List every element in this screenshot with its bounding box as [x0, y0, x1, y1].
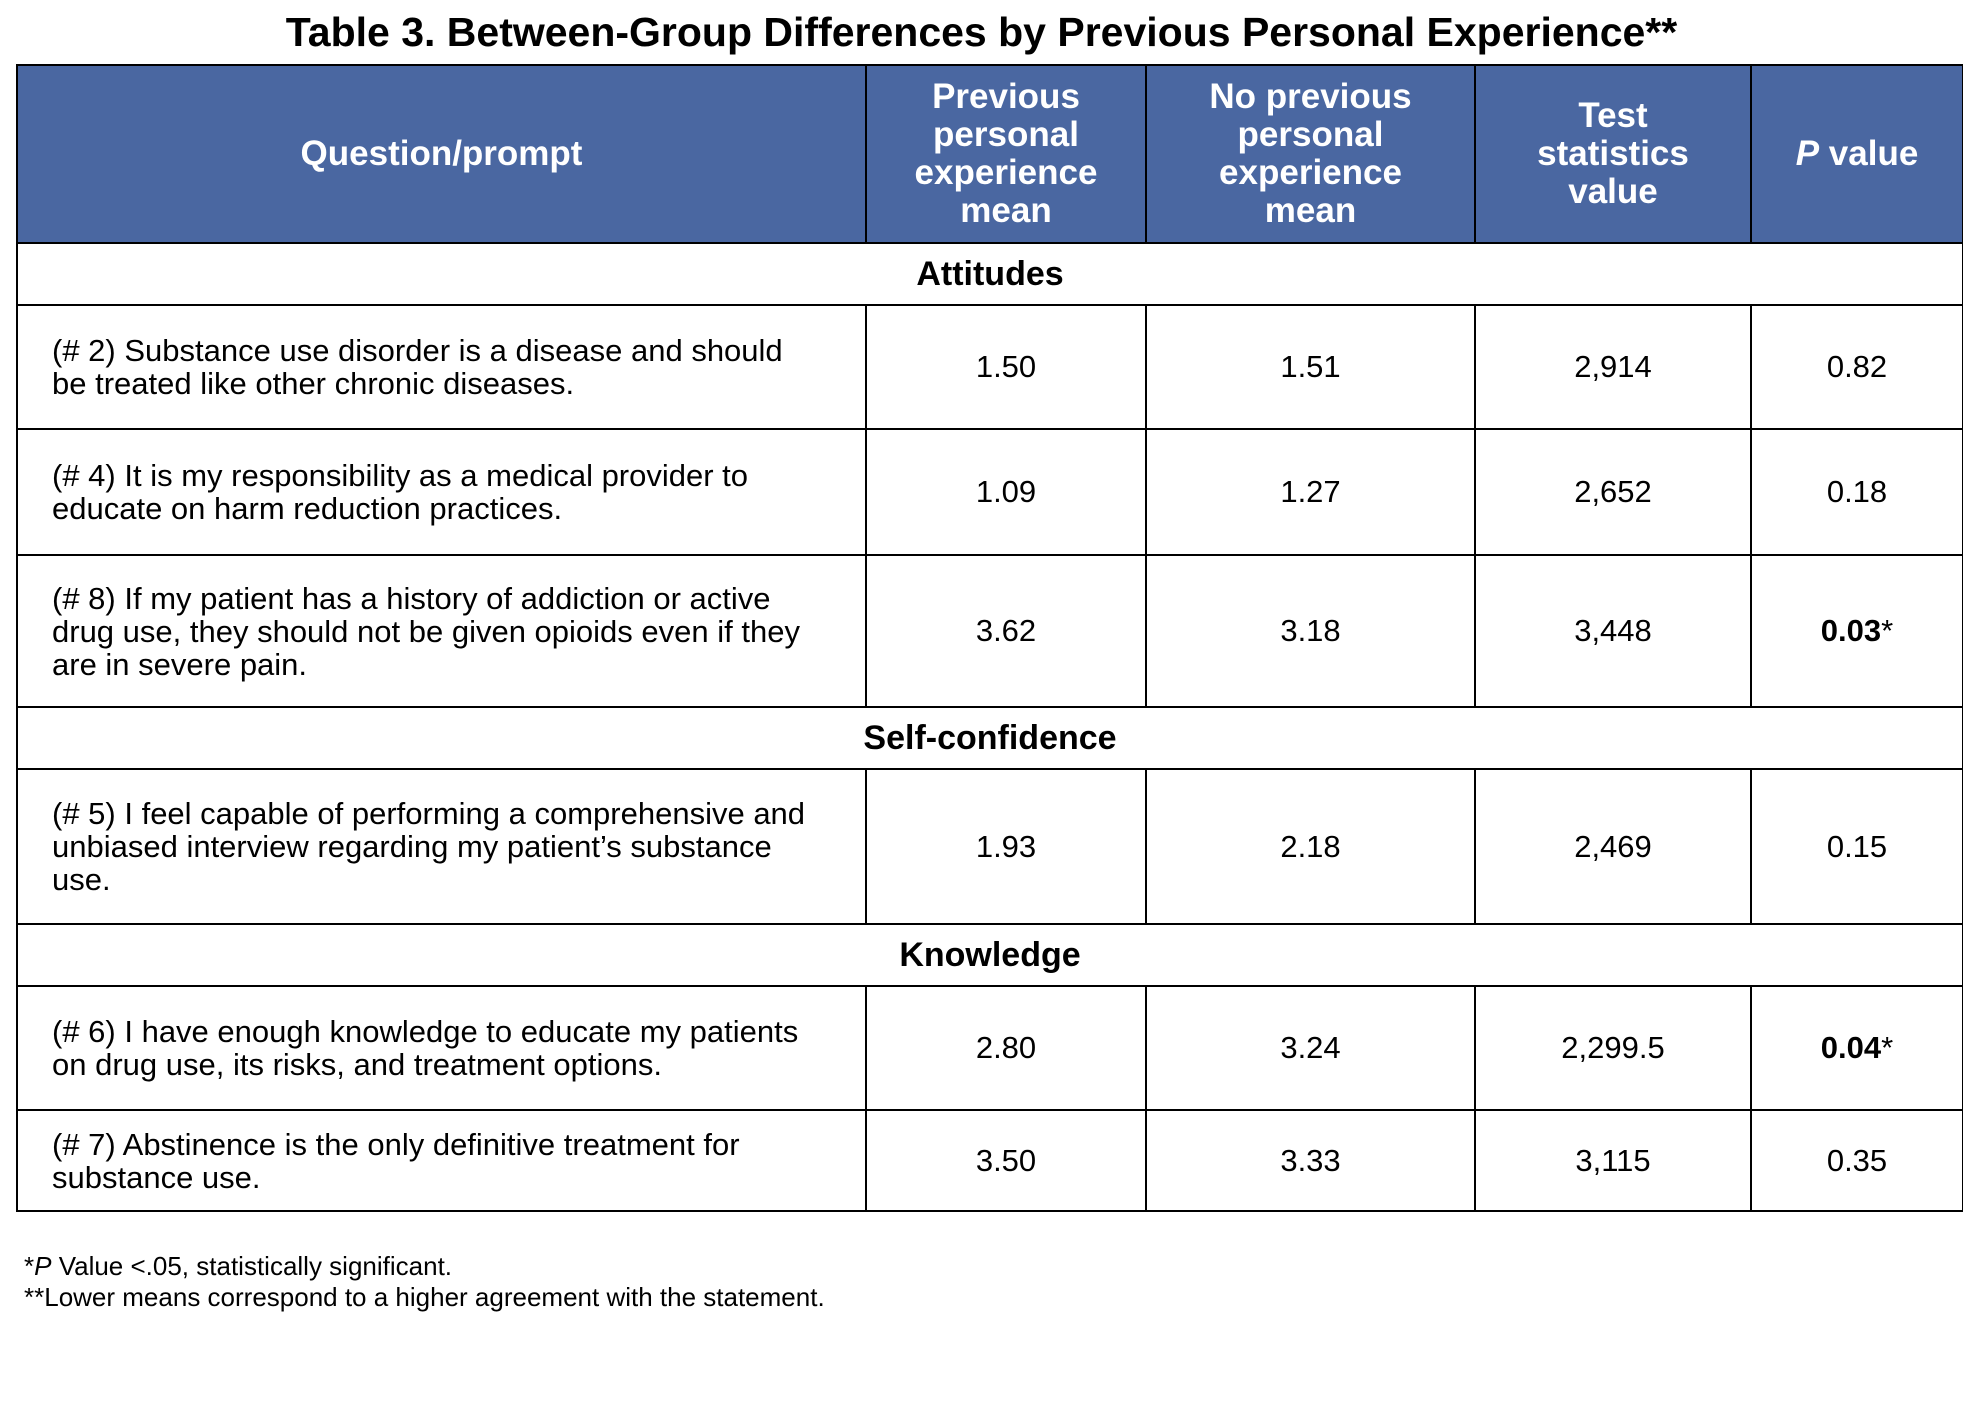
- table-row: [17, 769, 1963, 924]
- section-row-attitudes: [17, 243, 1963, 305]
- question-cell: (# 5) I feel capable of performing a comprehensive and unbiased interview regarding my patient’s substance use.: [17, 769, 866, 924]
- previous-mean-cell: 3.62: [866, 555, 1146, 707]
- test-statistic-cell: 2,652: [1475, 429, 1751, 555]
- significant-p-value: 0.03: [1820, 613, 1882, 648]
- header-previous-experience-mean: Previous personal experience mean: [866, 65, 1146, 243]
- header-test-statistics-value: Test statistics value: [1475, 65, 1751, 243]
- table-row: [17, 986, 1963, 1110]
- p-value-cell: 0.35: [1751, 1110, 1963, 1211]
- header-question: Question/prompt: [17, 65, 866, 243]
- section-row-knowledge: [17, 924, 1963, 986]
- question-cell: (# 8) If my patient has a history of addiction or active drug use, they should not be given opioids even if they are in severe pain.: [17, 555, 866, 707]
- previous-mean-cell: 1.50: [866, 305, 1146, 429]
- results-table: [16, 64, 1963, 1212]
- section-label: Self-confidence: [17, 707, 1963, 769]
- no-previous-mean-cell: 2.18: [1146, 769, 1475, 924]
- question-cell: (# 6) I have enough knowledge to educate my patients on drug use, its risks, and treatment options.: [17, 986, 866, 1110]
- test-statistic-cell: 3,448: [1475, 555, 1751, 707]
- footnotes: [24, 1251, 825, 1313]
- test-statistic-cell: 2,299.5: [1475, 986, 1751, 1110]
- footnote-significance: *P Value <.05, statistically significant.: [24, 1251, 453, 1281]
- previous-mean-cell: 1.93: [866, 769, 1146, 924]
- question-cell: (# 2) Substance use disorder is a disease and should be treated like other chronic diseases.: [17, 305, 866, 429]
- no-previous-mean-cell: 1.51: [1146, 305, 1475, 429]
- test-statistic-cell: 2,914: [1475, 305, 1751, 429]
- test-statistic-cell: 3,115: [1475, 1110, 1751, 1211]
- no-previous-mean-cell: 3.18: [1146, 555, 1475, 707]
- no-previous-mean-cell: 3.33: [1146, 1110, 1475, 1211]
- significant-p-value: 0.04: [1820, 1030, 1882, 1065]
- p-value-cell: 0.04*: [1751, 986, 1963, 1110]
- section-row-self-confidence: [17, 707, 1963, 769]
- previous-mean-cell: 3.50: [866, 1110, 1146, 1211]
- table-title: Table 3. Between-Group Differences by Previous Personal Experience**: [285, 9, 1678, 55]
- table-row: [17, 305, 1963, 429]
- section-label: Attitudes: [17, 243, 1963, 305]
- header-no-previous-experience-mean: No previous personal experience mean: [1146, 65, 1475, 243]
- previous-mean-cell: 2.80: [866, 986, 1146, 1110]
- p-value-cell: 0.15: [1751, 769, 1963, 924]
- footnote-lower-means: **Lower means correspond to a higher agreement with the statement.: [24, 1282, 825, 1312]
- question-cell: (# 4) It is my responsibility as a medical provider to educate on harm reduction practices.: [17, 429, 866, 555]
- test-statistic-cell: 2,469: [1475, 769, 1751, 924]
- p-value-cell: 0.82: [1751, 305, 1963, 429]
- table-row: [17, 1110, 1963, 1211]
- header-row: [17, 65, 1963, 243]
- no-previous-mean-cell: 1.27: [1146, 429, 1475, 555]
- question-cell: (# 7) Abstinence is the only definitive treatment for substance use.: [17, 1110, 866, 1211]
- p-value-cell: 0.18: [1751, 429, 1963, 555]
- table-row: [17, 429, 1963, 555]
- header-p-value: P value: [1751, 65, 1963, 243]
- previous-mean-cell: 1.09: [866, 429, 1146, 555]
- table-row: [17, 555, 1963, 707]
- no-previous-mean-cell: 3.24: [1146, 986, 1475, 1110]
- section-label: Knowledge: [17, 924, 1963, 986]
- p-value-cell: 0.03*: [1751, 555, 1963, 707]
